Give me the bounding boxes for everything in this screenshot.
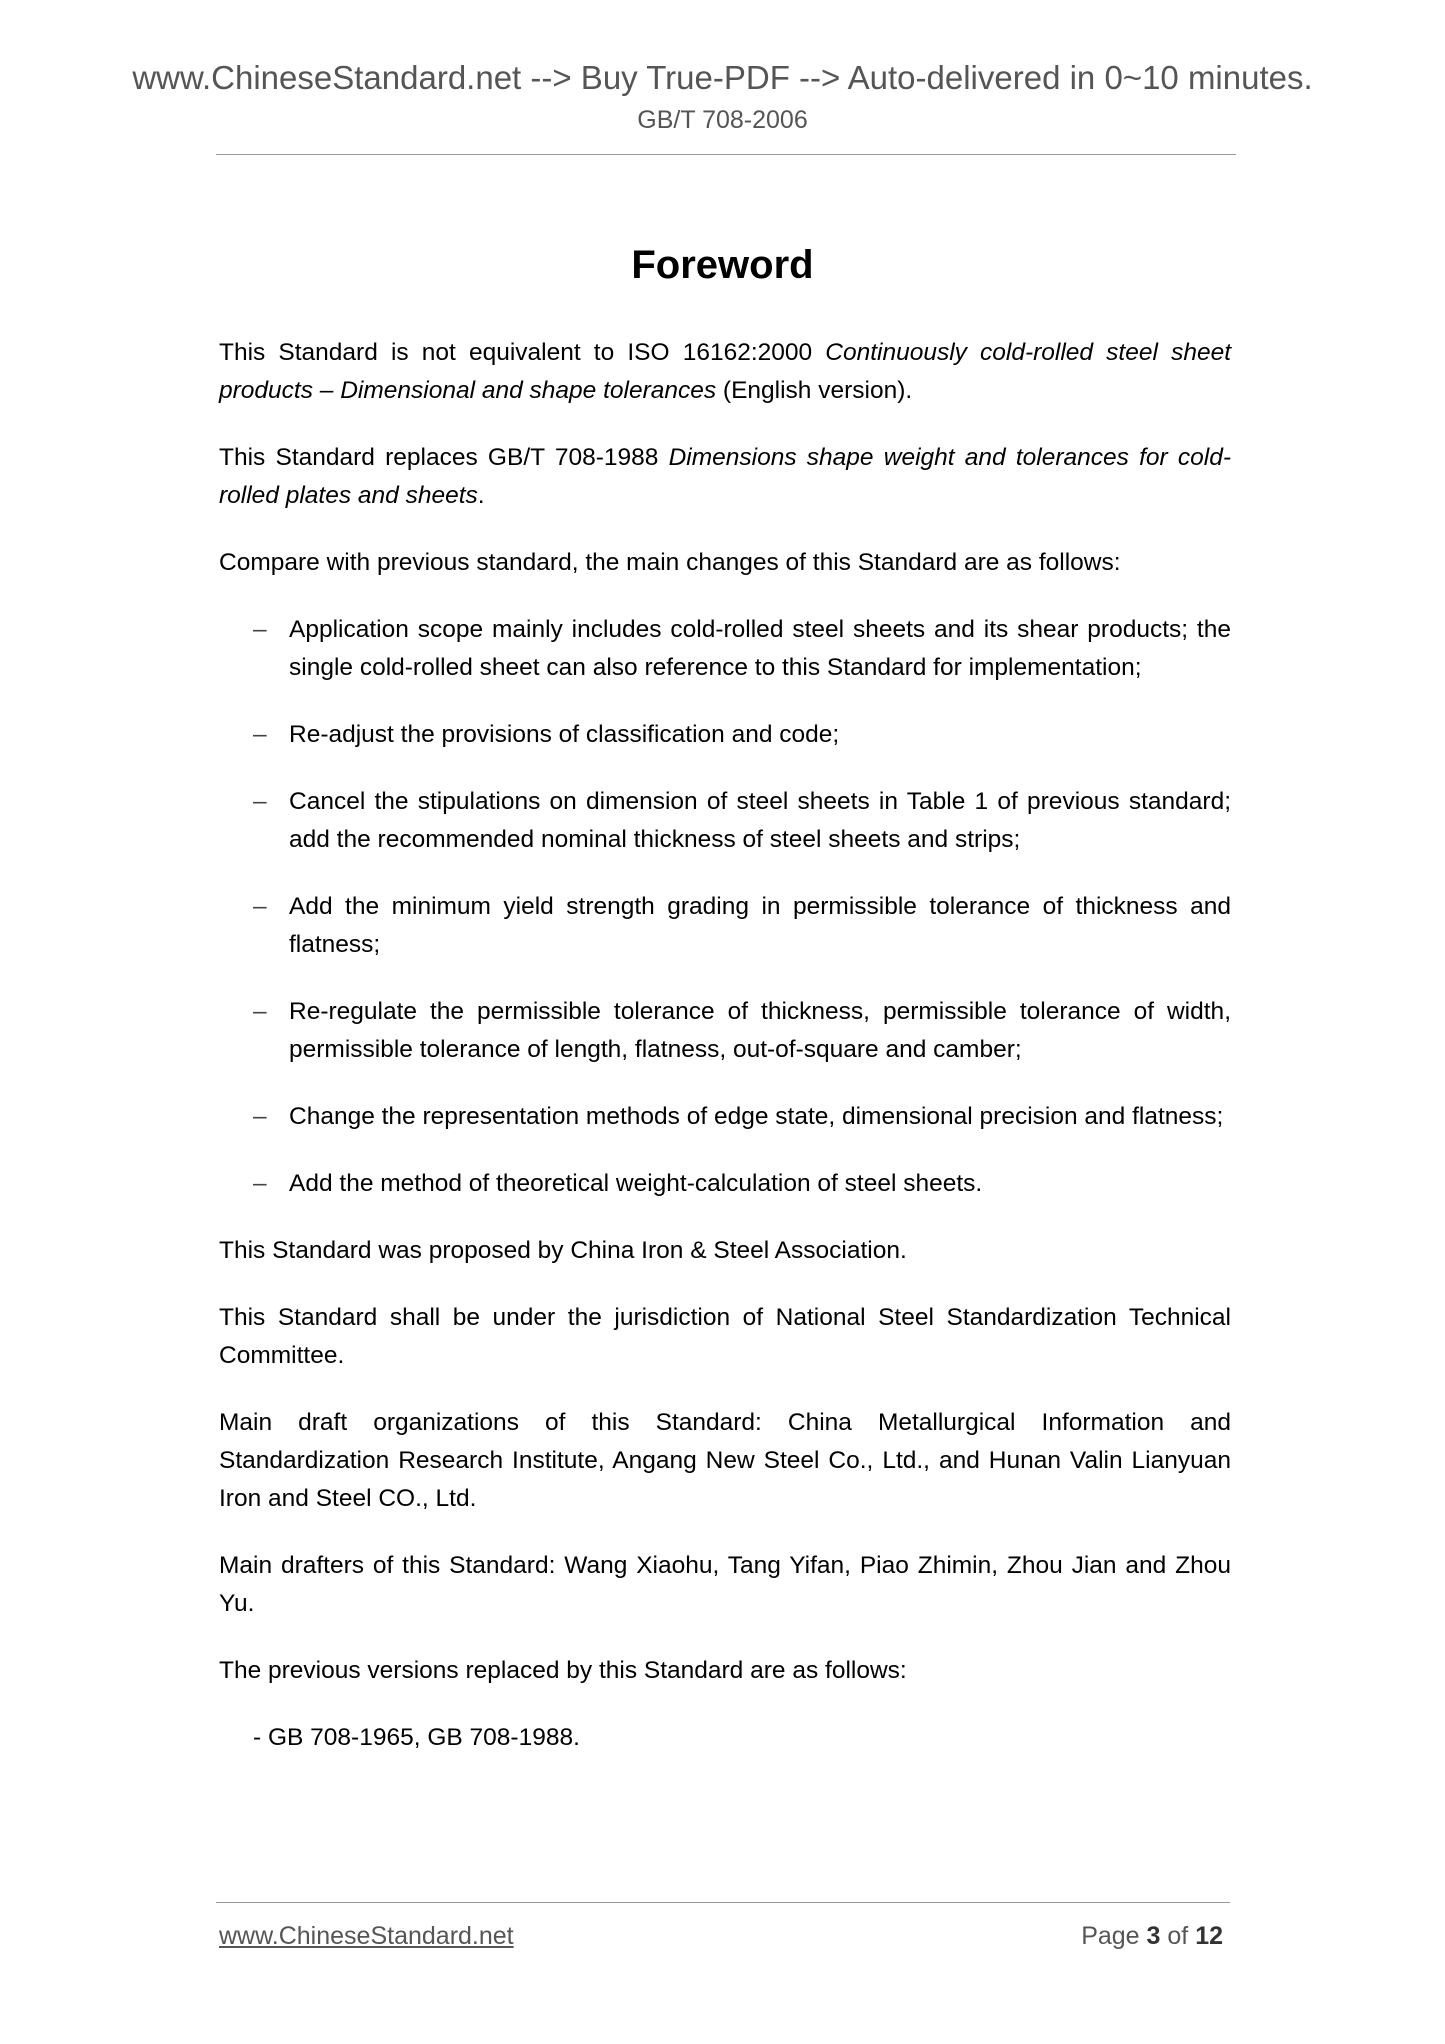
dash-bullet: –	[253, 616, 267, 643]
iso-standard-title: Continuously cold-rolled steel sheet products – Dimensional and shape tolerances	[219, 339, 1231, 404]
replaced-standard-title: Dimensions shape weight and tolerances for cold-rolled plates and sheets	[219, 444, 1231, 509]
dash-bullet: –	[253, 721, 267, 748]
dash-bullet: –	[253, 893, 267, 920]
list-item	[219, 1098, 1231, 1136]
page-separator: of	[1160, 1922, 1196, 1950]
equivalence-text-start: This Standard is not equivalent to ISO 16162:2000	[219, 339, 826, 366]
header-divider	[216, 154, 1236, 155]
page-total: 12	[1195, 1922, 1223, 1950]
page-prefix: Page	[1081, 1922, 1147, 1950]
list-item-text: Change the representation methods of edge state, dimensional precision and flatness;	[289, 1103, 1224, 1130]
list-item	[219, 1165, 1231, 1203]
dash-bullet: –	[253, 1103, 267, 1130]
foreword-body	[219, 334, 1231, 1786]
footer-website-link[interactable]: www.ChineseStandard.net	[219, 1922, 514, 1950]
page-number	[1081, 1920, 1223, 1952]
previous-versions-list: - GB 708-1965, GB 708-1988.	[253, 1724, 580, 1751]
dash-bullet: –	[253, 1170, 267, 1197]
list-item-text: Application scope mainly includes cold-rolled steel sheets and its shear products; the single cold-rolled sheet can also reference to this Standard for implementation;	[289, 616, 1231, 681]
header-banner: www.ChineseStandard.net --> Buy True-PDF --> Auto-delivered in 0~10 minutes.	[132, 59, 1313, 96]
dash-bullet: –	[253, 998, 267, 1025]
dash-bullet: –	[253, 788, 267, 815]
replacement-text-start: This Standard replaces GB/T 708-1988	[219, 444, 669, 471]
list-item	[219, 888, 1231, 964]
standard-code: GB/T 708-2006	[637, 106, 808, 134]
changes-intro: Compare with previous standard, the main changes of this Standard are as follows:	[219, 549, 1121, 576]
drafters-paragraph: Main drafters of this Standard: Wang Xiaohu, Tang Yifan, Piao Zhimin, Zhou Jian and Zhou Yu.	[219, 1552, 1231, 1617]
list-item	[219, 993, 1231, 1069]
replacement-text-end: .	[477, 482, 485, 509]
equivalence-paragraph	[219, 334, 1231, 410]
list-item-text: Add the method of theoretical weight-calculation of steel sheets.	[289, 1170, 983, 1197]
page-title: Foreword	[631, 243, 814, 287]
list-item-text: Add the minimum yield strength grading in permissible tolerance of thickness and flatness;	[289, 893, 1231, 958]
changes-list	[219, 611, 1231, 1203]
list-item-text: Re-regulate the permissible tolerance of thickness, permissible tolerance of width, permissible tolerance of length, flatness, out-of-square and camber;	[289, 998, 1231, 1063]
draft-organizations-paragraph: Main draft organizations of this Standard: China Metallurgical Information and Standardization Research Institute, Angang New Steel Co., Ltd., and Hunan Valin Lianyuan Iron and Steel CO., Ltd.	[219, 1409, 1231, 1512]
list-item	[219, 783, 1231, 859]
equivalence-text-end: (English version).	[716, 377, 913, 404]
footer-divider	[216, 1902, 1230, 1903]
list-item	[219, 716, 1231, 754]
list-item-text: Re-adjust the provisions of classification and code;	[289, 721, 840, 748]
proposed-by-paragraph: This Standard was proposed by China Iron & Steel Association.	[219, 1237, 907, 1264]
page-current: 3	[1146, 1922, 1161, 1950]
previous-versions-intro: The previous versions replaced by this Standard are as follows:	[219, 1657, 907, 1684]
list-item	[219, 611, 1231, 687]
jurisdiction-paragraph: This Standard shall be under the jurisdiction of National Steel Standardization Technical Committee.	[219, 1304, 1231, 1369]
replacement-paragraph	[219, 439, 1231, 515]
list-item-text: Cancel the stipulations on dimension of steel sheets in Table 1 of previous standard; add the recommended nominal thickness of steel sheets and strips;	[289, 788, 1231, 853]
